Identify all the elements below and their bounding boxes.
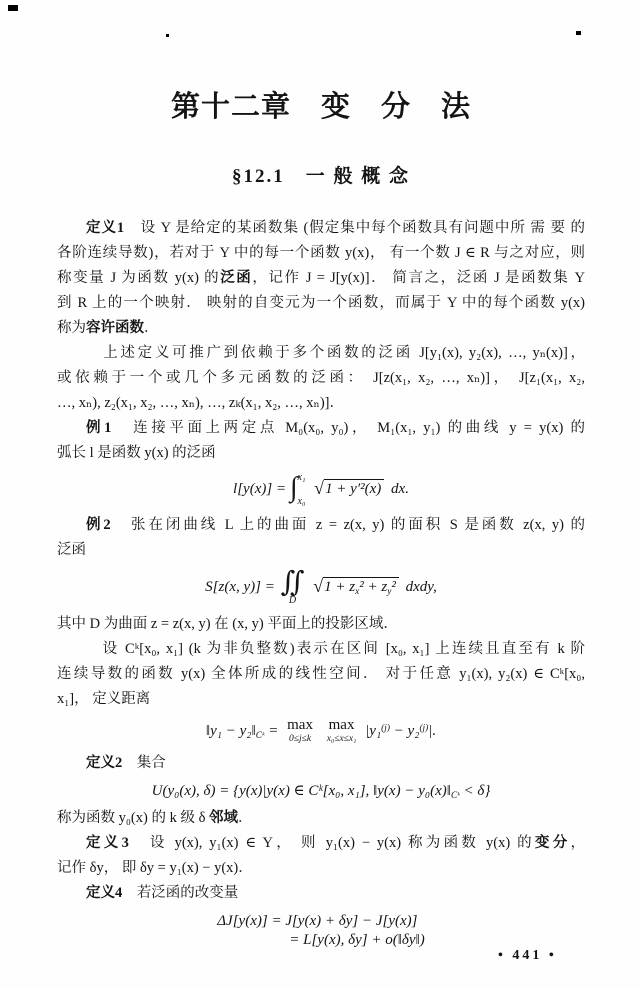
text-run: 连接平面上两定点 M₀(x₀, y₀)， M₁(x₁, y₁) 的曲线 y = y(x) 的: [111, 420, 586, 436]
term-variation: 变分: [534, 835, 571, 852]
max-label: max: [328, 717, 355, 733]
domain-label: D: [288, 595, 297, 606]
text-run: ．: [144, 320, 159, 336]
para2-line-2: [57, 366, 585, 391]
text-run: 称为函数 y₀(x) 的 k 级 δ: [57, 810, 210, 827]
text-run: …, xₙ), z₂(x₁, x₂, …, xₙ), …, zₖ(x₁, x₂, …, xₙ)]．: [57, 395, 344, 411]
text-run: ，记作 J = J[y(x)]． 简言之，泛函 J 是函数集 Y: [252, 270, 585, 286]
def2-line-2: [57, 806, 585, 831]
mid-line-2: [57, 637, 585, 662]
radicand: 1 + y′²(x): [324, 479, 384, 497]
formula-body: U(y₀(x), δ) = {y(x)|y(x) ∈ Cᵏ[x₀, x₁], ‖y(x) − $y_0(x)‖_{Cᵏ} < \delta$}: [151, 782, 491, 801]
text-run: 或依赖于一个或几个多元函数的泛函： J[z(x₁, x₂, …, xₙ)]， J[z₁(x₁, x₂,: [57, 370, 585, 386]
ex2-label: 例2: [86, 517, 111, 533]
para2-line-1: [57, 341, 585, 366]
formula-lhs: ‖y₁ − $y_2‖_{Cᵏ}$ =: [205, 722, 279, 741]
def1-line-1: [57, 216, 585, 241]
term-admissible-function: 容许函数: [86, 320, 144, 336]
term-functional: 泛函: [220, 270, 253, 286]
max-condition: 0≤j≤k: [289, 734, 312, 744]
text-run: 若泛函的改变量: [122, 885, 239, 902]
lower-limit: x₀: [297, 495, 306, 507]
def3-label: 定义3: [86, 835, 129, 852]
ex1-line-2: [57, 441, 585, 466]
formula-functional-increment: [57, 912, 585, 950]
max-label: max: [287, 717, 313, 733]
formula-surface-area: [57, 569, 585, 606]
def1-line-5: [57, 316, 585, 341]
para2-line-3: [57, 391, 585, 416]
def1-label: 定义1: [86, 220, 125, 236]
page-number: • 441 •: [498, 948, 557, 963]
ex2-line-1: [57, 513, 585, 538]
max-condition: x₀≤x≤x₁: [326, 734, 357, 744]
def1-line-2: [57, 241, 585, 266]
formula-lhs: S[z(x, y)] =: [205, 578, 275, 595]
def4-line-1: [57, 881, 585, 906]
double-integral-icon: ∬: [280, 567, 305, 598]
formula-ck-distance: [57, 718, 585, 745]
upper-limit: x₁: [297, 471, 306, 483]
text-run: 记作 δy， 即 δy = y₁(x) − y(x)．: [57, 860, 253, 877]
scanned-page: [57, 84, 585, 956]
def2-line-1: [57, 751, 585, 776]
chapter-title: 第十二章 变 分 法: [170, 91, 471, 123]
formula-rhs: |y₁$^{(j)}$ − y₂$^{(j)}$|.: [365, 722, 437, 739]
text-run: 泛函: [57, 542, 86, 558]
integral-icon: ∫: [289, 472, 298, 503]
radical-icon: √: [313, 575, 324, 596]
increment-equations: [217, 912, 425, 950]
text-run: 设 Y 是给定的某函数集 (假定集中每个函数具有问题中所 需 要 的: [124, 220, 586, 236]
ex1-label: 例1: [86, 420, 112, 436]
max-operator: [287, 718, 313, 745]
formula-arc-length: [57, 472, 585, 507]
increment-line-2: = L[y(x), δy] + o(‖δy‖): [289, 932, 425, 948]
mid-line-1: [57, 612, 585, 637]
text-run: 称为: [57, 320, 86, 336]
text-run: 到 R 上的一个映射． 映射的自变元为一个函数，而属于 Y 中的每个函数 y(x): [57, 295, 585, 311]
ex2-line-2: [57, 538, 585, 563]
term-neighborhood: 邻域: [209, 810, 239, 827]
def3-line-2: [57, 856, 585, 881]
text-run: 连续导数的函数 y(x) 全体所成的线性空间． 对于任意 y₁(x), y₂(x) ∈ Cᵏ[x₀,: [57, 666, 585, 682]
formula-neighborhood: [57, 782, 585, 801]
text-run: 张在闭曲线 L 上的曲面 z = z(x, y) 的面积 S 是函数 z(x, y) 的: [110, 517, 586, 533]
formula-tail: dx.: [391, 480, 409, 497]
def1-line-3: [57, 266, 585, 291]
def1-line-4: [57, 291, 585, 316]
scan-noise-mark: [166, 34, 169, 37]
section-title: §12.1 一 般 概 念: [231, 166, 410, 187]
text-run: 设 Cᵏ[x₀, x₁] (k 为非负整数)表示在区间 [x₀, x₁] 上连续且直至有 k 阶: [86, 641, 585, 657]
text-run: ，: [570, 835, 585, 852]
text-run: 集合: [122, 754, 166, 771]
text-run: 设 y(x), y₁(x) ∈ Y， 则 y₁(x) − y(x) 称为函数 y(x) 的: [128, 835, 535, 852]
text-run: 称变量 J 为函数 y(x) 的: [57, 270, 221, 286]
max-operator: [327, 718, 357, 745]
ex1-line-1: [57, 416, 585, 441]
mid-line-3: [57, 662, 585, 687]
text-run: x₁]， 定义距离: [57, 691, 151, 707]
double-integral: [281, 569, 305, 606]
formula-tail: dxdy,: [405, 578, 437, 595]
text-run: 其中 D 为曲面 z = z(x, y) 在 (x, y) 平面上的投影区域．: [57, 616, 398, 632]
text-run: 各阶连续导数)，若对于 Y 中的每一个函数 y(x)， 有一个数 J ∈ R 与之对应，则: [57, 245, 585, 261]
def2-label: 定义2: [86, 754, 123, 771]
integral-limits: [298, 473, 306, 507]
text-run: 弧长 l 是函数 y(x) 的泛函: [57, 445, 216, 461]
def4-label: 定义4: [86, 885, 123, 902]
text-run: 上述定义可推广到依赖于多个函数的泛函 J[y₁(x), y₂(x), …, yₙ(x)]，: [86, 345, 585, 361]
scan-noise-mark: [8, 5, 18, 11]
def3-line-1: [57, 831, 585, 856]
mid-line-4: [57, 687, 585, 712]
formula-lhs: l[y(x)] =: [233, 480, 287, 497]
radical-icon: √: [314, 477, 325, 498]
text-run: ．: [238, 810, 253, 827]
radicand: $1 + z_x^2 + z_y^2$: [323, 577, 399, 595]
scan-noise-mark: [576, 31, 581, 35]
increment-line-1: ΔJ[y(x)] = J[y(x) + δy] − J[y(x)]: [217, 913, 418, 930]
